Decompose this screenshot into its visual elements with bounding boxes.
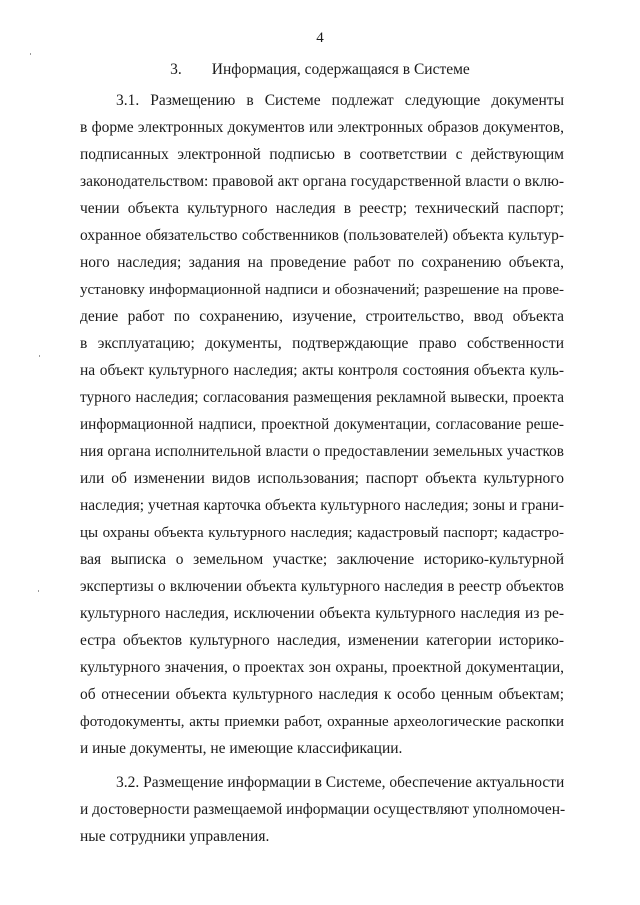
text-line: экспертизы о включении объекта культурного наследия в реестр объектов	[80, 578, 564, 595]
scan-speck	[39, 355, 40, 357]
text-line: 3.1. Размещению в Системе подлежат следующие документы	[116, 92, 564, 109]
text-line: охранное обязательство собственников (пользователей) объекта культур-	[80, 227, 564, 244]
text-line: вая выписка о земельном участке; заключение историко-культурной	[80, 551, 564, 568]
text-line: естра объектов культурного наследия, изменении категории историко-	[80, 632, 564, 649]
text-line: цы охраны объекта культурного наследия; кадастровый паспорт; кадастро-	[80, 525, 564, 541]
text-line: ния органа исполнительной власти о предоставлении земельных участков	[80, 443, 564, 460]
text-line: ные сотрудники управления.	[80, 828, 270, 845]
text-line: в эксплуатацию; документы, подтверждающие право собственности	[80, 335, 564, 352]
text-line: наследия; учетная карточка объекта культурного наследия; зоны и грани-	[80, 497, 564, 514]
text-line: или об изменении видов использования; паспорт объекта культурного	[80, 470, 564, 487]
scan-speck	[38, 590, 39, 592]
text-line: законодательством: правовой акт органа государственной власти о вклю-	[80, 173, 564, 190]
text-line: ного наследия; задания на проведение работ по сохранению объекта,	[80, 254, 564, 271]
text-line: в форме электронных документов или электронных образов документов,	[80, 119, 564, 136]
text-line: культурного наследия, исключении объекта культурного наследия из ре-	[80, 605, 564, 622]
section-number: 3.	[170, 61, 182, 78]
page-number: 4	[316, 30, 324, 46]
text-line: и достоверности размещаемой информации осуществляют уполномочен-	[80, 801, 566, 818]
text-line: турного наследия; согласования размещения рекламной вывески, проекта	[80, 389, 564, 406]
text-line: подписанных электронной подписью в соответствии с действующим	[80, 146, 564, 163]
section-title: Информация, содержащаяся в Системе	[211, 61, 470, 78]
text-line: об отнесении объекта культурного наследия к особо ценным объектам;	[80, 686, 564, 703]
text-line: и иные документы, не имеющие классификации.	[80, 740, 403, 757]
scan-speck	[30, 53, 31, 55]
text-line: фотодокументы, акты приемки работ, охранные археологические раскопки	[80, 714, 564, 730]
text-line: чении объекта культурного наследия в реестр; технический паспорт;	[80, 200, 564, 217]
section-heading	[0, 61, 640, 79]
text-line: информационной надписи, проектной документации, согласование реше-	[80, 416, 564, 433]
text-line: дение работ по сохранению, изучение, строительство, ввод объекта	[80, 308, 564, 325]
text-line: культурного значения, о проектах зон охраны, проектной документации,	[80, 659, 564, 676]
text-line: на объект культурного наследия; акты контроля состояния объекта куль-	[80, 362, 564, 379]
text-line: установку информационной надписи и обозначений; разрешение на прове-	[80, 282, 564, 298]
text-line: 3.2. Размещение информации в Системе, обеспечение актуальности	[116, 774, 565, 791]
